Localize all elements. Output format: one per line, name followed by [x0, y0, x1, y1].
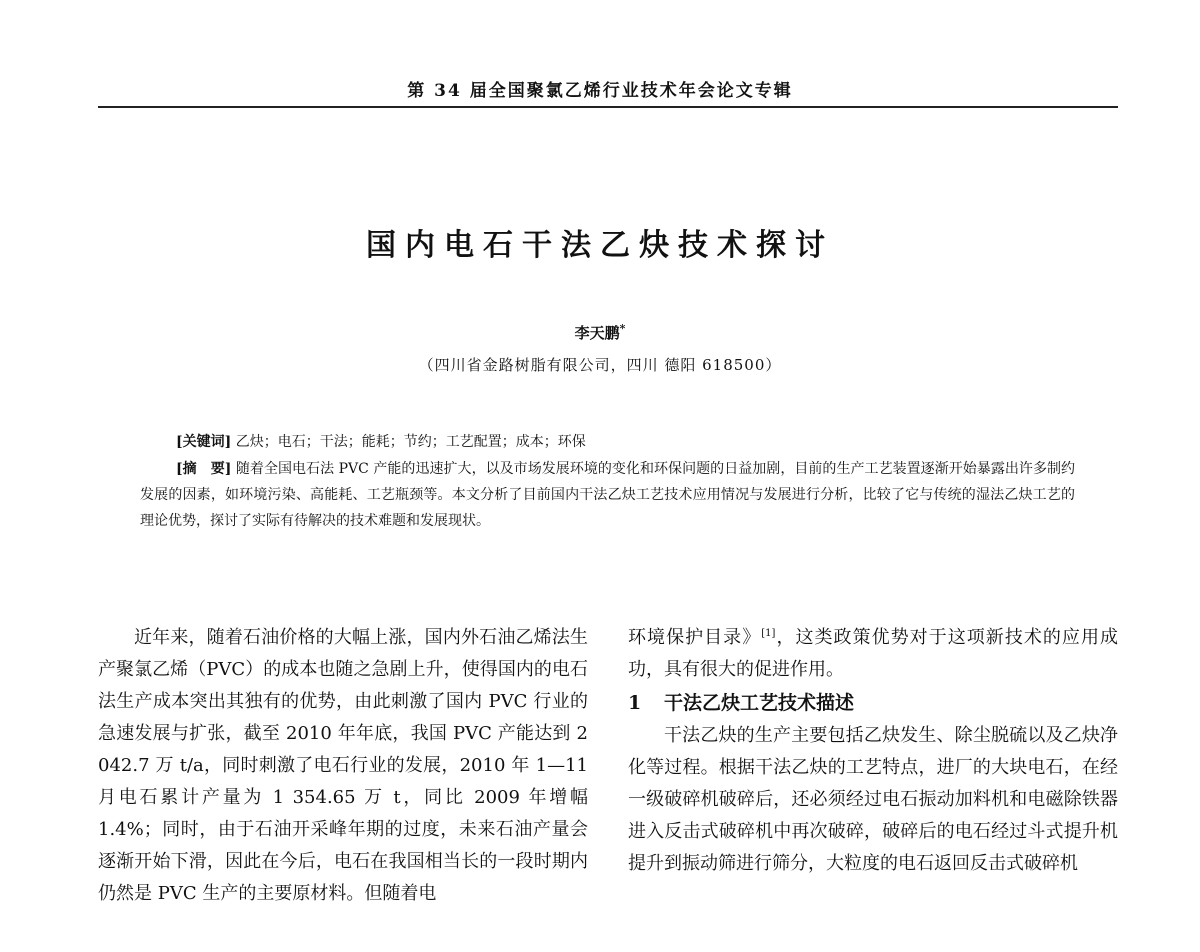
author-line — [0, 322, 1200, 343]
abstract — [140, 456, 1075, 534]
keywords — [176, 431, 586, 451]
body-column-left — [98, 622, 588, 910]
paper-title: 国内电石干法乙炔技术探讨 — [366, 228, 834, 263]
intro-continued-text: 环境保护目录》 — [628, 627, 762, 648]
running-header: 第 34 届全国聚氯乙烯行业技术年会论文专辑 — [407, 81, 793, 101]
abstract-label: [摘 要] — [176, 461, 232, 477]
intro-paragraph: 近年来，随着石油价格的大幅上涨，国内外石油乙烯法生产聚氯乙烯（PVC）的成本也随之急剧上升，使得国内的电石法生产成本突出其独有的优势，由此刺激了国内 PVC 行业的急速发展与扩张，截至 2010 年年底，我国 PVC 产能达到 2 042.7 万 t/a，同时刺激了电石行业的发展，2010 年 1—11 月电石累计产量为 1 354.65 万 t，同比 2009 年增幅 1.4%；同时，由于石油开采峰年期的过度，未来石油产量会逐渐开始下滑，因此在今后，电石在我国相当长的一段时期内仍然是 PVC 生产的主要原材料。但随着电 — [98, 627, 588, 904]
body-column-right — [628, 622, 1118, 880]
keywords-label: [关键词] — [176, 434, 232, 450]
author-name: 李天鹏 — [574, 324, 620, 342]
intro-paragraph-continued — [628, 622, 1118, 686]
abstract-text: 随着全国电石法 PVC 产能的迅速扩大，以及市场发展环境的变化和环保问题的日益加剧，目前的生产工艺装置逐渐开始暴露出许多制约发展的因素，如环境污染、高能耗、工艺瓶颈等。本文分析了目前国内干法乙炔工艺技术应用情况与发展进行分析，比较了它与传统的湿法乙炔工艺的理论优势，探讨了实际有待解决的技术难题和发展现状。 — [140, 461, 1076, 529]
author-affiliation: （四川省金路树脂有限公司，四川 德阳 618500） — [418, 356, 782, 374]
section-title: 干法乙炔工艺技术描述 — [664, 692, 855, 714]
intro-continued-tail: ，这类政策优势对于这项新技术的应用成功，具有很大的促进作用。 — [628, 627, 1119, 680]
section-number: 1 — [628, 692, 642, 714]
section-heading — [628, 686, 1118, 720]
header-rule — [98, 106, 1118, 108]
section-paragraph: 干法乙炔的生产主要包括乙炔发生、除尘脱硫以及乙炔净化等过程。根据干法乙炔的工艺特点，进厂的大块电石，在经一级破碎机破碎后，还必须经过电石振动加料机和电磁除铁器进入反击式破碎机中再次破碎，破碎后的电石经过斗式提升机提升到振动筛进行筛分，大粒度的电石返回反击式破碎机 — [628, 725, 1118, 874]
keywords-text: 乙炔；电石；干法；能耗；节约；工艺配置；成本；环保 — [235, 434, 586, 450]
author-footnote-mark: * — [619, 322, 626, 335]
citation-ref: [1] — [761, 628, 776, 639]
